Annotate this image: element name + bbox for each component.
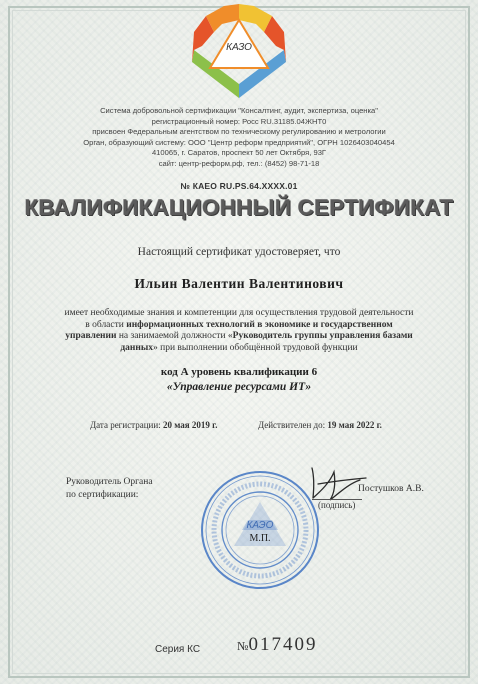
intro-text: Настоящий сертификат удостоверяет, что <box>137 246 341 258</box>
registration-date <box>90 420 217 430</box>
signer-name: Постушков А.В. <box>358 484 424 494</box>
validity-label: Действителен до: <box>258 420 326 430</box>
qualification-level: код А уровень квалификации 6 <box>160 366 318 378</box>
kazo-logo <box>184 2 294 100</box>
series-label: Серия КС <box>155 644 201 655</box>
registration-label: Дата регистрации: <box>90 420 161 430</box>
issuer-line: сайт: центр-реформ.рф, тел.: (8452) 98-71-18 <box>158 158 320 168</box>
field-of-activity: информационных технологий в экономике и государственном управлении <box>65 319 393 341</box>
issuer-line: Орган, образующий систему: ООО "Центр реформ предприятий", ОГРН 1026403040454 <box>83 137 395 147</box>
head-label-line: по сертификации: <box>66 490 139 500</box>
seal-center-text: КАЭО <box>246 520 274 531</box>
qualification-name: «Управление ресурсами ИТ» <box>166 381 312 393</box>
number-sign: № <box>237 639 249 653</box>
position-title: Руководитель группы управления базами данных <box>120 331 413 353</box>
issuer-info <box>20 106 458 170</box>
registration-value: 20 мая 2019 г. <box>162 420 218 430</box>
statement-text: имеет необходимые знания и компетенции для осуществления трудовой деятельности в области <box>64 308 414 330</box>
statement-text: на занимаемой должности « <box>116 331 233 341</box>
mp-mark: М.П. <box>249 533 271 544</box>
issuer-line: 410065, г. Саратов, проспект 50 лет Октября, 93Г <box>151 148 327 158</box>
issuer-line: присвоен Федеральным агентством по техническому регулированию и метрологии <box>92 127 386 137</box>
issuer-line: регистрационный номер: Росс RU.31185.04ЖНТ0 <box>151 116 327 126</box>
validity-value: 19 мая 2022 г. <box>327 420 382 430</box>
head-label-line: Руководитель Органа <box>66 477 153 487</box>
series-number-block <box>237 634 317 656</box>
validity-date <box>258 420 382 430</box>
holder-name: Ильин Валентин Валентинович <box>134 276 344 291</box>
certificate-number: № КАЕО RU.PS.64.XXXX.01 <box>180 181 298 191</box>
logo-text: КАЗО <box>226 42 252 53</box>
competence-statement <box>62 308 416 354</box>
certificate-title: КВАЛИФИКАЦИОННЫЙ СЕРТИФИКАТ <box>24 195 454 220</box>
statement-text: » при выполнении обобщённой трудовой функции <box>153 342 358 353</box>
series-number: 017409 <box>248 634 318 655</box>
issuer-line: Система добровольной сертификации "Консалтинг, аудит, экспертиза, оценка" <box>100 106 378 115</box>
signature-caption: (подпись) <box>318 500 356 510</box>
head-of-body-label <box>66 476 153 502</box>
